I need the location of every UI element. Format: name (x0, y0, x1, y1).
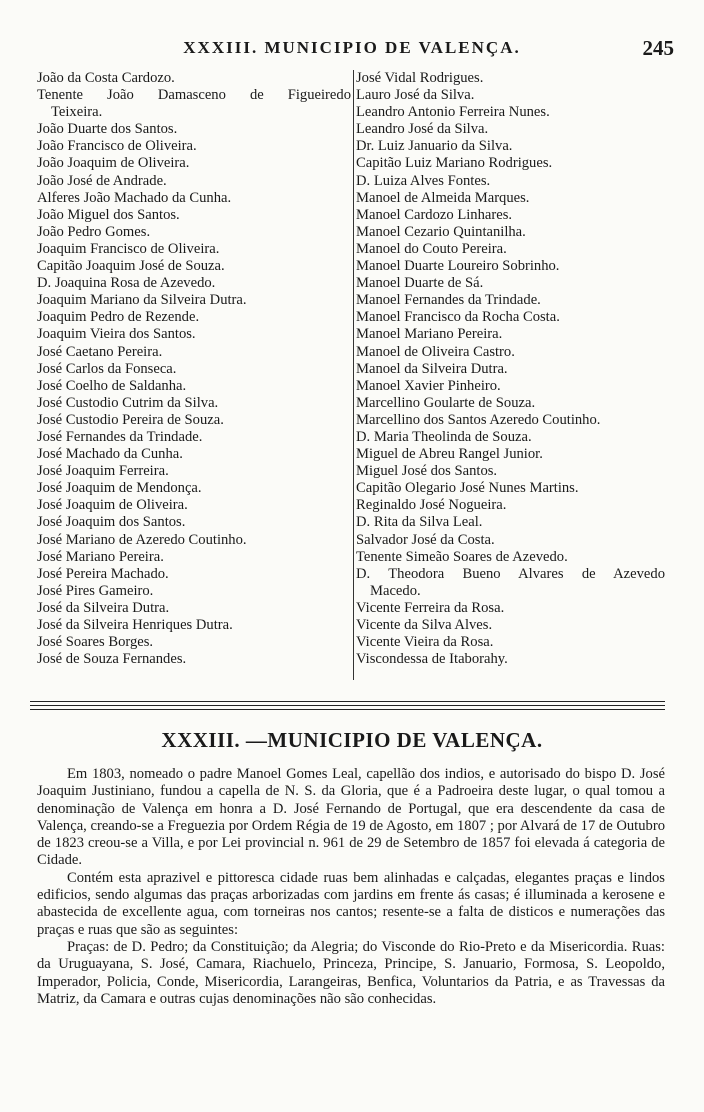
section-body (37, 766, 665, 1008)
name-entry: José Carlos da Fonseca. (37, 360, 177, 377)
name-entry: Reginaldo José Nogueira. (356, 497, 507, 514)
name-entry: Leandro Antonio Ferreira Nunes. (356, 104, 550, 121)
name-entry: Viscondessa de Itaborahy. (356, 651, 508, 668)
name-entry: D. Maria Theolinda de Souza. (356, 428, 532, 445)
name-entry: Manoel Fernandes da Trindade. (356, 292, 541, 309)
name-entry: José Mariano Pereira. (37, 548, 164, 565)
name-entry: Manoel do Couto Pereira. (356, 240, 507, 257)
name-entry: Teixeira. (51, 104, 103, 121)
name-entry: Macedo. (370, 582, 421, 599)
name-entry: José Pires Gameiro. (37, 582, 154, 599)
name-entry: D. Luiza Alves Fontes. (356, 172, 491, 189)
name-entry: D. Rita da Silva Leal. (356, 514, 483, 531)
name-entry: José Pereira Machado. (37, 565, 169, 582)
name-entry: D. Theodora Bueno Alvares de Azevedo (356, 565, 665, 582)
name-entry: Manoel Duarte de Sá. (356, 275, 484, 292)
name-entry: Manoel Francisco da Rocha Costa. (356, 309, 560, 326)
right-name-column (356, 70, 665, 668)
name-entry: Capitão Luiz Mariano Rodrigues. (356, 155, 553, 172)
name-entry: José Joaquim dos Santos. (37, 514, 186, 531)
name-entry: José Coelho de Saldanha. (37, 377, 187, 394)
name-entry: Miguel de Abreu Rangel Junior. (356, 446, 543, 463)
name-entry: José da Silveira Henriques Dutra. (37, 617, 233, 633)
name-entry: Joaquim Mariano da Silveira Dutra. (37, 292, 247, 309)
name-entry: Capitão Olegario José Nunes Martins. (356, 480, 579, 497)
running-head (0, 38, 704, 62)
name-entry: Manoel de Almeida Marques. (356, 189, 530, 206)
name-entry: Dr. Luiz Januario da Silva. (356, 138, 513, 155)
paragraph-history: Em 1803, nomeado o padre Manoel Gomes Leal, capellão dos indios, e autorisado do bispo D. José Joaquim Justiniano, fundou a capella de N. S. da Gloria, que é a Padroeira deste lugar, o qual tomou a denominação de Valença em honra a D. José Fernando de Portugal, que era descendente da casa de Valença, creando-se a Freguezia por Ordem Régia de 19 de Agosto, em 1807 ; por Alvará de 17 de Outubro de 1823 creou-se a Villa, e por Lei provincial n. 961 de 29 de Setembro de 1857 foi elevada á categoria de Cidade. (37, 766, 665, 869)
name-entry: Marcellino Goularte de Souza. (356, 394, 536, 411)
name-entry: Vicente Ferreira da Rosa. (356, 599, 505, 616)
name-entry: Joaquim Pedro de Rezende. (37, 309, 200, 326)
section-separator (30, 701, 665, 710)
name-entry: Vicente Vieira da Rosa. (356, 634, 494, 651)
name-entry: José Joaquim de Mendonça. (37, 480, 202, 497)
name-entry: José Joaquim Ferreira. (37, 463, 169, 480)
name-entry: Joaquim Vieira dos Santos. (37, 326, 196, 343)
name-entry: D. Joaquina Rosa de Azevedo. (37, 275, 216, 292)
name-entry: João Francisco de Oliveira. (37, 138, 197, 155)
name-entry: José de Souza Fernandes. (37, 651, 187, 668)
name-entry: Alferes João Machado da Cunha. (37, 189, 232, 206)
name-entry: Tenente João Damasceno de Figueiredo (37, 87, 351, 104)
name-entry: José da Silveira Dutra. (37, 599, 170, 616)
name-entry: Miguel José dos Santos. (356, 463, 498, 480)
name-entry: Marcellino dos Santos Azeredo Coutinho. (356, 411, 601, 428)
page-number: 245 (642, 36, 674, 60)
name-entry: José Custodio Cutrim da Silva. (37, 394, 219, 411)
name-entry: Manoel de Oliveira Castro. (356, 343, 515, 360)
name-entry: Manoel Mariano Pereira. (356, 326, 503, 343)
name-entry: João da Costa Cardozo. (37, 70, 175, 86)
name-entry: João Miguel dos Santos. (37, 206, 180, 223)
name-entry: José Caetano Pereira. (37, 343, 163, 360)
name-entry: José Joaquim de Oliveira. (37, 497, 188, 514)
name-entry: Manoel Duarte Loureiro Sobrinho. (356, 258, 560, 275)
name-entry: Tenente Simeão Soares de Azevedo. (356, 548, 568, 565)
name-entry: José Machado da Cunha. (37, 446, 183, 463)
name-entry: João Pedro Gomes. (37, 223, 151, 240)
name-entry: Salvador José da Costa. (356, 531, 495, 548)
name-entry: Capitão Joaquim José de Souza. (37, 258, 225, 275)
name-entry: Manoel da Silveira Dutra. (356, 360, 508, 377)
name-entry: Manoel Cardozo Linhares. (356, 206, 513, 223)
name-entry: Joaquim Francisco de Oliveira. (37, 240, 220, 257)
name-entry: João Joaquim de Oliveira. (37, 155, 190, 172)
name-entry: José Mariano de Azeredo Coutinho. (37, 531, 247, 548)
section-title: XXXIII. —MUNICIPIO DE VALENÇA. (161, 728, 543, 752)
name-columns (37, 70, 665, 682)
name-entry: José Soares Borges. (37, 634, 154, 651)
left-name-column (37, 70, 351, 668)
running-title: XXXIII. MUNICIPIO DE VALENÇA. (183, 38, 521, 57)
name-entry: Vicente da Silva Alves. (356, 617, 493, 633)
name-entry: Lauro José da Silva. (356, 87, 475, 104)
name-entry: João José de Andrade. (37, 172, 167, 189)
paragraph-description: Contém esta aprazivel e pittoresca cidade ruas bem alinhadas e calçadas, elegantes praças e lindos edificios, sendo algumas das praças arborizadas com jardins em frente ás casas; é illuminada a kerosene e abastecida de excellente agua, com torneiras nos cantos; resente-se a falta de disticos e numerações das praças e ruas que são as seguintes: (37, 869, 665, 938)
name-entry: José Fernandes da Trindade. (37, 428, 203, 445)
name-entry: José Vidal Rodrigues. (356, 70, 484, 86)
name-entry: Manoel Cezario Quintanilha. (356, 223, 526, 240)
name-entry: Leandro José da Silva. (356, 121, 489, 138)
name-entry: Manoel Xavier Pinheiro. (356, 377, 501, 394)
paragraph-streets: Praças: de D. Pedro; da Constituição; da Alegria; do Visconde do Rio-Preto e da Misericordia. Ruas: da Uruguayana, S. José, Camara, Riachuelo, Princeza, Principe, S. Januario, Formosa, S. Leopoldo, Imperador, Policia, Conde, Misericordia, Larangeiras, Benfica, Voluntarios da Patria, e as Travessas da Matriz, da Camara e outras cujas denominações não são conhecidas. (37, 938, 665, 1007)
column-divider (353, 70, 354, 680)
name-entry: João Duarte dos Santos. (37, 121, 178, 138)
name-entry: José Custodio Pereira de Souza. (37, 411, 224, 428)
